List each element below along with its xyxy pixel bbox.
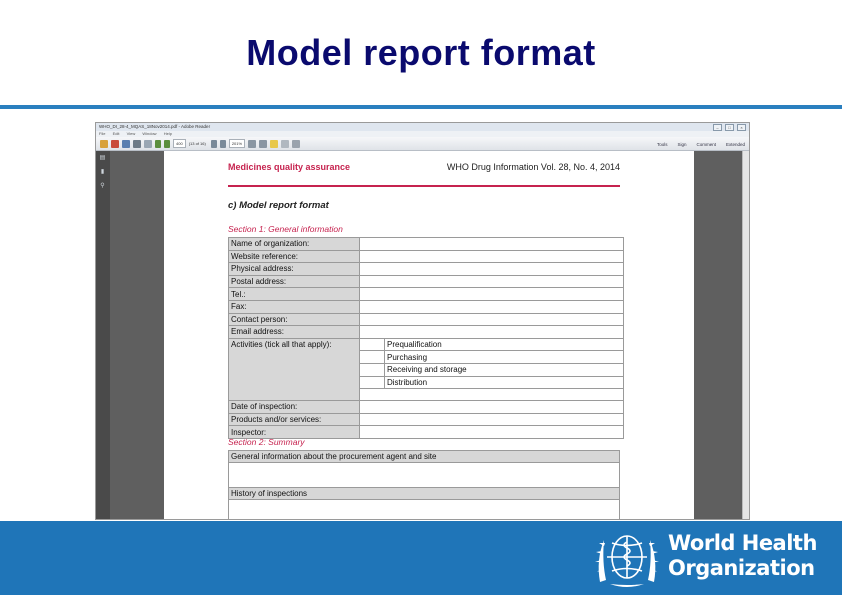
field-value[interactable] [360,426,624,439]
field-value[interactable] [360,413,624,426]
field-label: Website reference: [229,250,360,263]
summary-heading: History of inspections [229,488,620,500]
activities-spacer [360,389,624,401]
table-row [229,288,624,301]
who-wordmark [668,531,817,581]
activity-option: Purchasing [385,351,624,364]
table-row [229,300,624,313]
bookmarks-icon[interactable]: ▮ [100,169,105,175]
table-row [229,413,624,426]
field-label: Inspector: [229,426,360,439]
tools-tab[interactable]: Tools [656,141,668,147]
page-count: (13 of 16) [188,141,206,146]
previous-page-icon[interactable] [155,140,161,148]
page-number-input[interactable]: 400 [173,139,186,148]
zoom-out-icon[interactable] [211,140,217,148]
field-label: Fax: [229,300,360,313]
field-label: Name of organization: [229,238,360,251]
summary-field[interactable] [229,500,620,521]
table-row [229,313,624,326]
comment-tab[interactable]: Comment [696,141,716,147]
table-row [229,451,620,463]
sign-tab[interactable]: Sign [677,141,687,147]
field-label: Physical address: [229,263,360,276]
general-info-table [228,237,624,439]
table-row [229,488,620,500]
page-heading: c) Model report format [228,200,329,211]
next-page-icon[interactable] [164,140,170,148]
table-row [229,401,624,414]
table-row [229,275,624,288]
page-header-rule [228,185,620,187]
activity-option: Receiving and storage [385,363,624,376]
menu-view[interactable]: View [126,131,136,136]
table-row [229,463,620,488]
pdf-reader-window [95,122,750,520]
table-row [229,250,624,263]
field-value[interactable] [360,263,624,276]
summary-field[interactable] [229,463,620,488]
field-value[interactable] [360,250,624,263]
email-icon[interactable] [144,140,152,148]
menu-help[interactable]: Help [163,131,172,136]
table-row [229,263,624,276]
field-value[interactable] [360,275,624,288]
table-row [229,338,624,351]
expand-icon[interactable] [292,140,300,148]
maximize-button[interactable]: □ [725,124,734,131]
section-2-title: Section 2: Summary [228,437,305,447]
menu-file[interactable]: File [99,131,106,136]
zoom-level-input[interactable]: 201% [229,139,245,148]
activity-option: Prequalification [385,338,624,351]
menu-edit[interactable]: Edit [112,131,120,136]
activity-option: Distribution [385,376,624,389]
close-button[interactable]: × [737,124,746,131]
page-thumbnails-icon[interactable]: ▤ [99,155,106,161]
comment-icon[interactable] [270,140,278,148]
checkbox-receiving-storage[interactable] [360,363,385,376]
reader-window-title: WHO_DI_28-4_MQAS_18Nov2014.pdf - Adobe Reader [99,124,211,129]
field-label: Contact person: [229,313,360,326]
pdf-page [164,151,694,520]
open-icon[interactable] [100,140,108,148]
create-pdf-icon[interactable] [111,140,119,148]
title-divider [0,105,842,109]
page-header-right: WHO Drug Information Vol. 28, No. 4, 2014 [446,162,620,172]
zoom-in-icon[interactable] [220,140,226,148]
section-1-title: Section 1: General information [228,224,343,234]
field-value[interactable] [360,238,624,251]
reader-titlebar [96,123,749,131]
table-row [229,500,620,521]
field-label: Tel.: [229,288,360,301]
summary-heading: General information about the procurement agent and site [229,451,620,463]
checkbox-prequalification[interactable] [360,338,385,351]
field-value[interactable] [360,326,624,339]
field-value[interactable] [360,401,624,414]
summary-table [228,450,620,520]
table-row [229,326,624,339]
save-icon[interactable] [122,140,130,148]
field-label: Postal address: [229,275,360,288]
minimize-button[interactable]: – [713,124,722,131]
slide-title: Model report format [246,32,596,73]
navigation-pane [96,151,110,519]
who-wordmark-line1: World Health [668,531,817,555]
page-header-left: Medicines quality assurance [228,162,351,172]
print-icon[interactable] [133,140,141,148]
field-label: Email address: [229,326,360,339]
reader-toolbar [96,137,749,151]
fit-width-icon[interactable] [259,140,267,148]
who-emblem-icon [592,522,662,592]
fit-page-icon[interactable] [248,140,256,148]
extended-tab[interactable]: Extended [725,141,745,147]
checkbox-purchasing[interactable] [360,351,385,364]
table-row [229,238,624,251]
field-label: Products and/or services: [229,413,360,426]
field-label: Date of inspection: [229,401,360,414]
field-value[interactable] [360,313,624,326]
field-value[interactable] [360,288,624,301]
menu-window[interactable]: Window [142,131,157,136]
who-wordmark-line2: Organization [668,556,815,580]
attachments-icon[interactable]: ⚲ [100,183,105,189]
sign-icon[interactable] [281,140,289,148]
checkbox-distribution[interactable] [360,376,385,389]
field-value[interactable] [360,300,624,313]
vertical-scrollbar[interactable] [742,151,749,519]
activities-label: Activities (tick all that apply): [229,338,360,400]
